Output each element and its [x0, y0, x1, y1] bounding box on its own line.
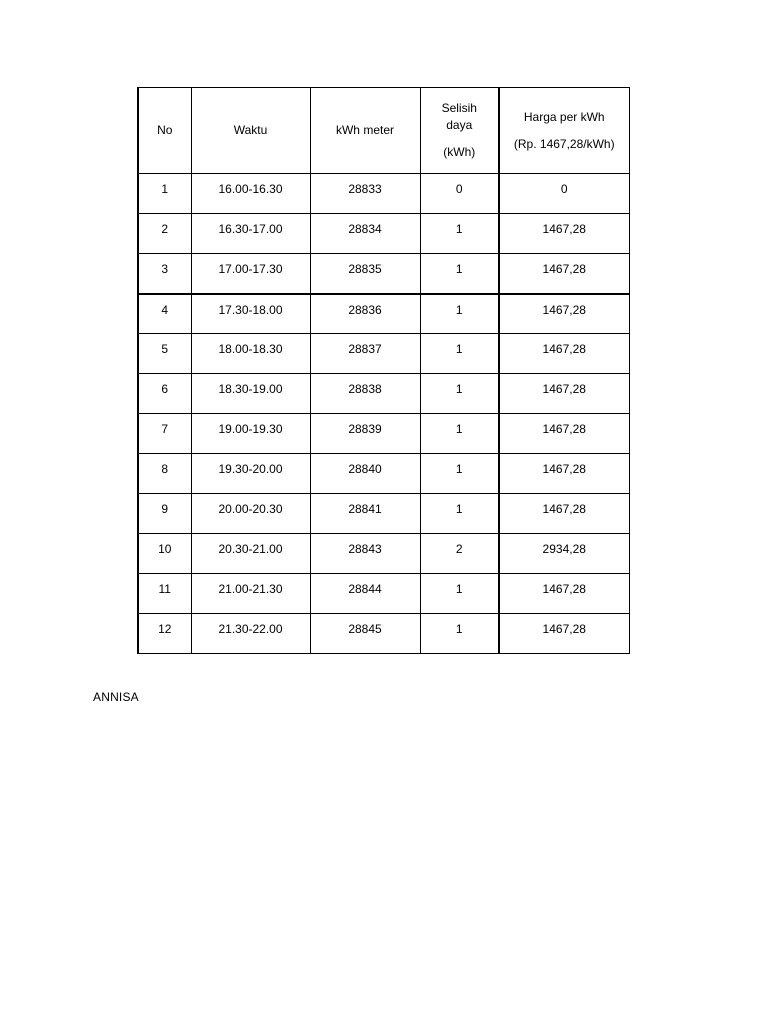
cell-waktu: 16.30-17.00: [191, 214, 310, 254]
table-row: [138, 294, 629, 334]
cell-kwh-meter: 28843: [310, 534, 420, 574]
cell-harga: 1467,28: [499, 494, 629, 534]
cell-waktu: 18.00-18.30: [191, 334, 310, 374]
table-row: [138, 534, 629, 574]
header-selisih-line2: daya: [446, 118, 473, 132]
cell-no: 9: [138, 494, 191, 534]
header-harga-line2: (Rp. 1467,28/kWh): [513, 136, 615, 151]
cell-no: 5: [138, 334, 191, 374]
table-row: [138, 574, 629, 614]
cell-kwh-meter: 28840: [310, 454, 420, 494]
cell-selisih: 1: [420, 254, 499, 294]
cell-kwh-meter: 28834: [310, 214, 420, 254]
cell-waktu: 19.00-19.30: [191, 414, 310, 454]
header-no: [138, 88, 191, 174]
cell-kwh-meter: 28833: [310, 174, 420, 214]
cell-waktu: 16.00-16.30: [191, 174, 310, 214]
cell-kwh-meter: 28837: [310, 334, 420, 374]
cell-harga: 1467,28: [499, 214, 629, 254]
header-selisih-unit: (kWh): [443, 145, 476, 159]
header-selisih-line1: Selisih: [441, 101, 477, 115]
cell-no: 7: [138, 414, 191, 454]
cell-waktu: 21.30-22.00: [191, 614, 310, 654]
cell-harga: 1467,28: [499, 334, 629, 374]
cell-harga: 1467,28: [499, 414, 629, 454]
cell-waktu: 17.00-17.30: [191, 254, 310, 294]
header-kwh-meter-label: kWh meter: [335, 123, 394, 137]
table-row: [138, 614, 629, 654]
table-row: [138, 494, 629, 534]
header-waktu: [191, 88, 310, 174]
cell-no: 3: [138, 254, 191, 294]
cell-selisih: 2: [420, 534, 499, 574]
cell-harga: 1467,28: [499, 294, 629, 334]
cell-no: 2: [138, 214, 191, 254]
header-selisih-spacer: [421, 134, 499, 144]
table-row: [138, 254, 629, 294]
cell-harga: 1467,28: [499, 454, 629, 494]
cell-no: 4: [138, 294, 191, 334]
cell-kwh-meter: 28839: [310, 414, 420, 454]
table-row: [138, 214, 629, 254]
cell-selisih: 1: [420, 294, 499, 334]
kwh-table: [137, 87, 630, 654]
cell-no: 11: [138, 574, 191, 614]
cell-no: 10: [138, 534, 191, 574]
table-row: [138, 334, 629, 374]
author-name: ANNISA: [93, 690, 139, 704]
cell-harga: 1467,28: [499, 574, 629, 614]
cell-harga: 1467,28: [499, 374, 629, 414]
cell-no: 6: [138, 374, 191, 414]
header-harga-line1: Harga per kWh: [523, 109, 605, 124]
cell-kwh-meter: 28836: [310, 294, 420, 334]
cell-kwh-meter: 28835: [310, 254, 420, 294]
cell-selisih: 0: [420, 174, 499, 214]
cell-no: 8: [138, 454, 191, 494]
header-selisih-daya: [420, 88, 499, 174]
header-waktu-label: Waktu: [233, 123, 268, 137]
table-row: [138, 454, 629, 494]
cell-selisih: 1: [420, 414, 499, 454]
table-row: [138, 174, 629, 214]
table-header: [138, 88, 629, 174]
header-harga-spacer: [500, 126, 629, 136]
header-row: [138, 88, 629, 174]
cell-harga: 1467,28: [499, 614, 629, 654]
cell-waktu: 20.30-21.00: [191, 534, 310, 574]
header-no-label: No: [157, 123, 173, 137]
cell-kwh-meter: 28838: [310, 374, 420, 414]
table-body: [138, 174, 629, 654]
cell-kwh-meter: 28841: [310, 494, 420, 534]
table-row: [138, 414, 629, 454]
header-harga: [499, 88, 629, 174]
cell-no: 12: [138, 614, 191, 654]
cell-kwh-meter: 28845: [310, 614, 420, 654]
cell-waktu: 21.00-21.30: [191, 574, 310, 614]
header-kwh-meter: [310, 88, 420, 174]
cell-selisih: 1: [420, 334, 499, 374]
cell-selisih: 1: [420, 374, 499, 414]
cell-harga: 2934,28: [499, 534, 629, 574]
cell-harga: 0: [499, 174, 629, 214]
cell-waktu: 20.00-20.30: [191, 494, 310, 534]
cell-selisih: 1: [420, 574, 499, 614]
cell-selisih: 1: [420, 614, 499, 654]
cell-waktu: 17.30-18.00: [191, 294, 310, 334]
cell-selisih: 1: [420, 494, 499, 534]
cell-harga: 1467,28: [499, 254, 629, 294]
cell-kwh-meter: 28844: [310, 574, 420, 614]
cell-selisih: 1: [420, 214, 499, 254]
table-row: [138, 374, 629, 414]
cell-waktu: 19.30-20.00: [191, 454, 310, 494]
cell-selisih: 1: [420, 454, 499, 494]
cell-waktu: 18.30-19.00: [191, 374, 310, 414]
cell-no: 1: [138, 174, 191, 214]
